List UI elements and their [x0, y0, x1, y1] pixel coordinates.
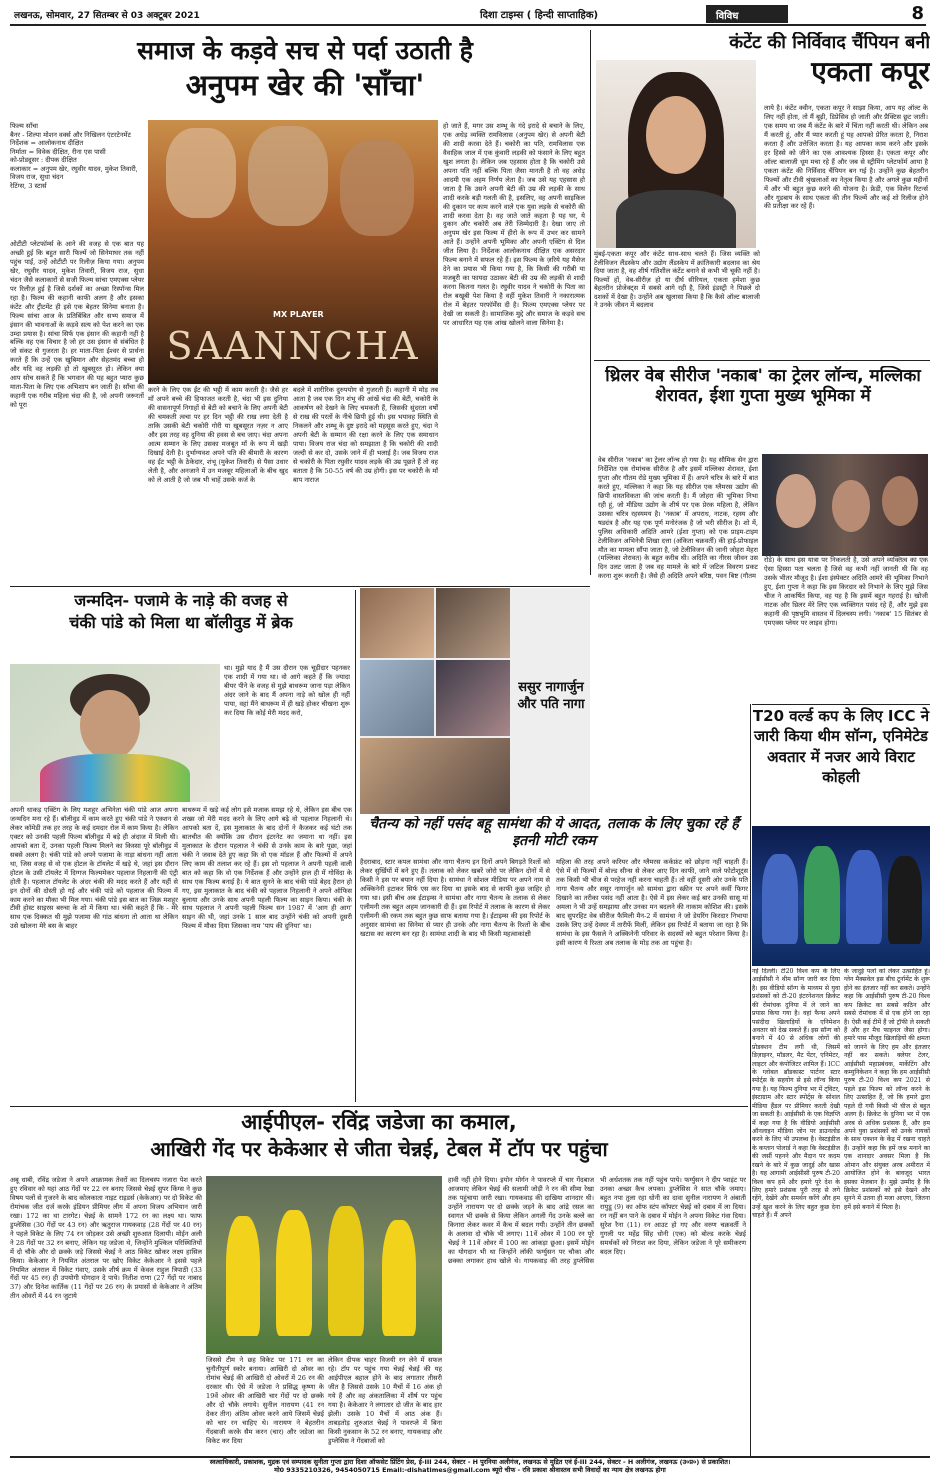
- ekta-face: [646, 96, 706, 174]
- poster-face-3: [340, 140, 414, 236]
- ekta-outfit: [616, 190, 736, 248]
- nakab-col1: वेब सीरीज 'नकाब' का ट्रेलर लॉन्च हो गया है। यह सौमिक सेन द्वारा निर्देशित एक रोमांचक सीरीज है और इसमें मल्लिका शेरावत, ईशा गुप्ता और गौतम रोडे मुख्य भूमिका में हैं। अपने चरित्र के बारे में बात करते हुए, मल्लिका ने कहा कि यह सीरीज एक ग्लैमरस उद्योग की छिपी वास्तविकता की जांच करती है। मैं जोहरा की भूमिका निभा रही हूं, जो मीडिया उद्योग के शीर्ष पर एक प्रेरक महिला है, लेकिन उसका चरित्र रहस्यमय है। 'नकाब' में अपराध, नाटक, रहस्य और षड्यंत्र है और यह एक पूर्ण मनोरंजक है जो भरी सीरीज है। शो में, पुलिस अधिकारी अदिति आमरे (ईशा गुप्ता) को एक प्राइम-टाइम टेलीविजन अभिनेत्री शिखा दत्ता (अंकिता चक्रवर्ती) की हाई-प्रोफाइल मौत का मामला सौंपा जाता है, जो टेलीविजन की जानी जोहरा मेहरा (मल्लिका शेरावत) के बहुत करीब थी। अदिति का नीरस जीवन उस दिन उलट जाता है जब वह मामले के बारे में जटिल विवरण प्रकट करना शुरू करती है। जैसे ही अदिति अपने बरिष्ठ, पवन बिष्ट (गौतम: [598, 456, 758, 581]
- t20-photo: [752, 826, 930, 966]
- footer-imprint: स्वत्वाधिकारी, प्रकाशक, मुद्रक एवं सम्पादक सुनीता गुप्ता द्वारा दिशा ऑफसेट प्रिंटिंग प्रेस, ई-III 244, सेक्टर - H पुरनिया अलीगंज, लखनऊ से मुद्रित एवं ई-III 244, सेक्टर - H अलीगंज, लखनऊ (उ०प्र०) से प्रकाशित।: [209, 1458, 731, 1466]
- ipl-player-1: [226, 1216, 260, 1336]
- chunky-face: [80, 690, 140, 760]
- divider-v-mid: [355, 590, 356, 1102]
- ekta-headline-line1: कंटेंट की निर्विवाद चैंपियन बनी: [729, 32, 930, 53]
- nakab-col2: रोडे) के साथ इस यात्रा पर निकलती है, उसे अपने व्यक्तित्व का एक ऐसा हिस्सा पता चलता है जिसे वह कभी नहीं जानती थी कि वह उसके भीतर मौजूद है। ईशा इंस्पेक्टर अदिति आमरे की भूमिका निभाने हुए, ईशा गुप्ता ने कहा कि इस किरदार को निभाने के लिए मुझे जिस चीज ने आकर्षित किया, वह यह है कि इसमें बहुत गहराई है। खोजी नाटक और थ्रिलर मेरे लिए एक व्यक्तिगत पसंद रहे हैं, और मुझे इस कहानी की पृष्ठभूमि वास्तव में दिलचस्प लगी। 'नकाब' 15 सितंबर से एमएक्स प्लेयर पर लाइव होगा।: [764, 556, 928, 627]
- saancha-headline: [10, 36, 600, 116]
- chunky-headline-line2: चंकी पांडे को मिला था बॉलीवुड में ब्रेक: [69, 612, 293, 632]
- chunky-photo: [10, 664, 220, 802]
- t20-col1: नई दिल्ली। टी20 विश्व कप के लिए आईसीसी ने थीम सॉन्ग जारी कर दिया है। इस वीडियो सॉन्ग के माध्यम से युवा प्रशंसकों को टी-20 इंटरनेशनल क्रिकेट की रोमांचक दुनिया में ले जाने का प्रयास किया गया है। वहां फैन्स अपने पसंदीदा खिलाड़ियों के एनिमेशन अवतार को देख सकते हैं। इस सॉन्ग को बनाने में 40 से अधिक लोगों की प्रोडक्शन टीम लगी थी, जिसमें डिज़ाइनर, मॉडलर, मैट पेंटर, एनिमेटर, लाइटर और कंपोजिटर शामिल हैं। ICC के ग्लोबल ब्रॉडकास्ट पार्टनर स्टार स्पोर्ट्स के सहयोग से इसे लॉन्च किया गया है। यह फिल्म दुनिया भर में ट्विटर, इंस्टाग्राम और स्टार स्पोर्ट्स के सोशल मीडिया हैंडल पर प्रीमियर करती देखी जा सकती है। आईसीसी के एक विज्ञप्ति में कहा गया है कि वीडियो आईसीसी ऑनलाइन मीडिया जोन पर डाउनलोड करने के लिए भी उपलब्ध है। वेस्टइंडीज के कप्तान पोलार्ड ने कहा कि वेस्टइंडीज की जर्सी पहनने और मैदान पर कदम रखने के बारे में कुछ जादुई और खास है। यह आगामी आईसीसी पुरुष टी-20 विश्व कप हमें और हमारे पूरे देश के लिए हमारे प्रशंसक पूरी तरह से लगे रहेंगे, देखेंगे और समर्थन करेंगे और हम उन्हें खुश करने के लिए बहुत कुछ देना चाहते हैं। मैं अपने: [752, 968, 840, 1220]
- ekta-photo: [596, 60, 756, 248]
- ekta-body: लाये है। कंटेंट क्वीन, एकता कपूर ने साझा किया, आप यह ऑल्ट के लिए नहीं होता, तो मैं बूढ़ी, डिप्रेसिव हो जाती और प्रैक्टिस छूट जाती। एक समय था जब मैं कंटेंट के बारे में चिंता नहीं करती थी। लेकिन अब मैं करती हूं, और मैं प्यार करती हूं यह आपको प्रेरित करता है, निराश करता है और उत्तेजित करता है। यह आपका काम करने और इसके हर हिस्से को जीने का एक आवश्यक हिस्सा है। एकता कपूर और ऑल्ट बालाजी धूम मचा रहे हैं और जब से स्ट्रीमिंग प्लेटफॉर्म आया है एकता कंटेंट की निर्विवाद चैंपियन बन गई है। उन्होंने कुछ बेहतरीन फिल्मों और टीवी श्रृंखलाओं का नेतृत्व किया है और अगले कुछ महीनों में और भी बहुत कुछ करने की योजना है। फ्रेडी, एक विलेन रिटर्न्स और गुडबाय के साथ एकता की तीन फिल्में और कई शो रिलीज होने की प्रतीक्षा कर रहे हैं।: [764, 104, 928, 211]
- collage-photo-4: [436, 660, 510, 736]
- nakab-face-1: [776, 474, 816, 528]
- ipl-player-3: [328, 1206, 364, 1336]
- collage-photo-5: [360, 738, 510, 814]
- t20-player-3: [846, 850, 882, 944]
- poster-title: SAANNCHA: [166, 324, 420, 368]
- saancha-col2: करने के लिए एक ईंट की भट्ठी में काम करती है। जैसे हर माँ अपने बच्चे की हिफाजत करती है, चंदा भी इस दुनिया की वासनापूर्ण निगाहों से बेटी को बचाने के लिए अपनी बेटी की चमकती त्वचा पर हर दिन भट्ठी की राख लगा देती है ताकि उसकी बेटी चकोरी गोरी या खूबसूरत नज़र न आए और इस तरह वह दुनिया की हवस से बच जाए। चंदा अपना आत्म सम्मान के लिए उसका मजबूत माँ के रूप में खड़ी दिखाई देती है। दुर्भाग्यवश अपने पति की बीमारी के कारण वह ईंट भट्ठी के ठेकेदार, शंभू (मुकेश तिवारी) से पैसा उधार लेती है, और अनजाने में उन मजबूर महिलाओं के बीच खुद को ले आती है जो जब भी चाहें उसके कर्ज के: [148, 386, 288, 484]
- chunky-headline: [10, 592, 352, 654]
- samantha-headline: चैतन्य को नहीं पसंद बहू सामंथा की ये आदत, तलाक के लिए चुका रहे हैं इतनी मोटी रकम: [369, 816, 739, 849]
- chunky-shirt: [40, 754, 190, 802]
- collage-photo-2: [436, 588, 510, 658]
- masthead: दिशा टाइम्स ( हिन्दी साप्ताहिक): [480, 10, 599, 21]
- saancha-poster: [148, 120, 438, 384]
- chunky-headline-line1: जन्मदिन- पजामे के नाड़े की वजह से: [74, 592, 288, 610]
- ipl-col3: लेकिन दीपक चाहर विजयी रन लेने में सफल रहे। टॉप पर पहुंच गया चेन्नई चेन्नई की यह आईपीएल बहाल होने के बाद लगातार तीसरी जीत है जिससे उसके 10 मैचों में 16 अंक हो गये हैं और वह अंकतालिका में शीर्ष पर पहुंच गया है। केकेआर ने लगातार दो जीत के बाद हार झेली। उसके 10 मैचों में आठ अंक हैं। ताबड़तोड़ शुरुआत चेन्नई ने पावरप्ले में बिना किसी नुकसान के 52 रन बनाए, गायकवाड़ और डुप्लेसिस ने गेंदबाजों को: [328, 1356, 442, 1445]
- samantha-col2: महिला की तरह अपने करियर और ग्लैमरस कर्कफ्रंट को छोड़ना नहीं चाहती हैं। ऐसे में वो फिल्मों में बोल्ड सीन्स से लेकर आए दिन काफी, जाने वाले फोटोशूट्स तक किसी भी चीज से परहेज नहीं करना चाहती हैं। तो वहीं दूसरी ओर उनके पति नागा चैतन्य और ससुर नागार्जुन को सामंथा द्वारा स्क्रीन पर अपने कर्वी फिगर दिखाने का तरीका पसंद नहीं आता है। ऐसे में इस लेकर कई बार उनकी सासू मां अमला ने भी उन्हें समझाया और उनका मन बदलने की नाकाम कोशिश की। इसके बाद सुपरहिट वेब सीरीज फैमिली मैन-2 में सामंथा ने जो डेयरिंग किरदार निभाया उसके लिए उन्हें देवघर में तारीफें मिलीं, लेकिन इस रिपोर्ट में बताया जा रहा है कि सामंथा के इस फैसले ने अक्किनेनी परिवार के सदस्यों को बहुत परेशान किया है। इसी कारण ये रिश्ता अब तलाक के मोड़ तक आ पहुंचा है।: [556, 858, 748, 947]
- divider-v-right: [750, 704, 751, 1456]
- dateline: लखनऊ, सोमवार, 27 सितम्बर से 03 अक्टूबर 2021: [14, 11, 200, 21]
- poster-face-1: [166, 128, 236, 218]
- divider-h-mid: [10, 586, 590, 587]
- page-number: 8: [911, 4, 924, 24]
- divider-h-t20: [752, 704, 930, 705]
- saancha-col3: बदले में शारीरिक दुरुपयोग से गुजरती हैं। कहानी में मोड़ तब आता है जब एक दिन शंभू की आंखें चंदा की बेटी, चकोरी के आकर्षण को देखने के लिए चमकती हैं, जिसकी सुंदरता वर्षों से राख की परतों के नीचे छिपी हुई थी। इस भयावह स्थिति से निकलने और शम्भू के दुष्ट इरादे को महसूस करते हुए, चंदा ने अपनी बेटी के सम्मान की रक्षा करने के लिए एक समाधान पाया। विजय राज चंदा को समझाता है कि चकोरी की शादी जल्दी से कर दो, उसके जाने में ही भलाई है। जब विजय राज से चकोरी के पिता रघुवीर यादव लड़के की उम्र पूछते हैं तो वह बताता है कि 50-55 वर्ष की उम्र होगी। इस पर चकोरी के माँ बाप नाराज: [293, 386, 438, 484]
- samantha-photo-title: ससुर नागार्जुन और पति नागा: [517, 680, 585, 712]
- ipl-headline-line2: आखिरी गेंद पर केकेआर से जीता चेन्नई, टेबल में टॉप पर पहुंचा: [150, 1136, 608, 1161]
- ekta-caption: मुंबई-एकता कपूर और कंटेंट साथ-साथ चलते हैं। जिस व्यक्ति को टेलीविजन लैंडस्केप और उद्योग लैंडस्केप में क्रांतिकारी बदलाव का श्रेय दिया जाता है, वह शीर्ष गतिशील कंटेंट बनाने से कभी भी चूकी नहीं है। फिल्मों हों, वेब-सीरीज़ हो या दीर्घ सीरियल, एकता हमेशा कुछ बेहतरीन प्रोजेक्ट्स में सबसे आगे रही है, जिसे इंडस्ट्री ने पिछले दो दशकों में देखा है। उन्होंने अब खुलासा किया है कि कैसे ऑल्ट बालाजी ने उनके जीवन में बदलाव: [594, 250, 760, 310]
- ipl-headline: [10, 1110, 748, 1172]
- footer-contact: मो0 9335210326, 9454050715 Email:-dishatimes@gmail.com ब्यूरो चीफ - रवि प्रकाश श्रीवास्तव सभी विवादों का न्याय क्षेत्र लखनऊ होगा: [274, 1466, 666, 1475]
- t20-headline: T20 वर्ल्ड कप के लिए ICC ने जारी किया थीम सॉन्ग, एनिमेटेड अवतार में नजर आये विराट कोहली: [752, 707, 930, 786]
- section-tab: विविध: [706, 5, 788, 23]
- nakab-face-3: [882, 476, 918, 526]
- samantha-col1: हैदराबाद, स्टार कपल सामंथा और नागा चैतन्य इन दिनों अपने बिगड़ते रिश्तों को लेकर सुर्खियों में बने हुए हैं। तलाक को लेकर खबरें जोरो पर लेकिन दोनों में से किसी ने इस पर बयान नहीं दिया है। सामंथा ने सोशल मीडिया पर अपने नाम से अक्किनेनी हटाकर सिर्फ एस कर दिया था इसके बाद से काफी कुछ जाहिर हो गया था। इसी बीच अब ईटाइम्स ने सामंथा और नागा चैतन्य के तलाक से लेकर एलीमनी तक बहुत अहम जानकारी दी हैं। इस रिपोर्ट में तलाक के कारण से लेकर एलीमनी की रकम तक बहुत कुछ साफ बताया गया है। ईटाइम्स की इस रिपोर्ट के अनुसार सामंथा का सिनेमा से प्यार ही उनके और नागा चैतन्य के रिश्तों के बीच खटास का कारण बन रहा है। सामंथा शादी के बाद भी किसी महत्वाकांक्षी: [360, 858, 550, 938]
- collage-photo-3: [360, 660, 434, 736]
- ipl-col4: हावी नहीं होने दिया। इयोन मोर्गन ने पावरप्ले में चार गेंदबाज आजमाए लेकिन चेन्नई की सलामी जोड़ी ने रन की सीमा रेखा तक पहुंचाया जारी रखा। गायकवाड़ की दाखिया शानदार थी। उन्होंने नारायण पर दो छक्के जड़ने के बाद आंद्रे रसल का स्वागत भी छक्के से किया लेकिन अगली गेंद उनके बल्ले का किनारा लेकर कवर में कैच में बदल गयी। उन्होंने तीन छक्कों के अलावा दो चौके भी लगाए। 11वें ओवर में 100 रन पूरे चेन्नई ने 11वें ओवर में 100 का आंकड़ा छूआ। इसमें मोईन का योगदान भी था जिन्होंने लॉकी फर्ग्युसन पर चौका और छक्का लगाकर हाथ खोले थे। गायकवाड़ की तरह डुप्लेसिस भी अर्धशतक तक नहीं पहुंच पाये। फर्ग्युसन ने दीप प्वाइंट पर उनका अच्छा कैच लपका। डुप्लेसिस ने सात चौके जमाए। बहुत नपा तुला रहा धोनी का दावा सुनील नारायण ने अंबाती रायुडू (9) का ऑफ स्टंप कॉफ्टर चेन्नई को दबाव में ला दिया। रन नहीं बन पाने के दबाव में मोईन ने अपना विकेट गंवा दिया। सुरेश रैना (11) रन आउट हो गए और वरुण चक्रवर्ती ने गुगली पर महेंद्र सिंह धोनी (एक) को बोल्ड करके चेन्नई समर्थकों को निराश कर दिया, लेकिन जडेजा ने पूरे समीकरण बदल दिए।: [448, 1176, 746, 1265]
- chunky-col2: बाथरूम में खड़े कई लोग इसे मजाक समझ रहे थे, लेकिन इस बीच एक शख्स जो मेरी मदद करने के लिए आगे बढ़े वो पहलाज निहलानी थे। आपको बता दें, इस मुलाकात के बाद दोनों ने कैजकर कई घंटो तक बातचीत की क्योंकि उस दौरान इंटरनेट का जमाना था नहीं। इस मुलाकात के दौरान पहलाज ने चंकी से उनके काम के बारे पूछा, जहां चंकी ने जवाब देते हुए कहा कि वो एक मॉडल हैं और फिल्मों में अपने लिए काम की तलाश कर रहे हैं। इस शो पहलाज ने अपनी पहली वाली बात को कहा कि वो एक निर्देशक हैं और उन्होंने हाल ही में गोविंदा के साथ एक फिल्म बनाई है। ये बात सुनने के बाद चंकी पांडे बेहद हैरान हो गए, इस मुलाकात के बाद चंकी को पहलाज निहलानी ने अपने ऑफिस बुलाया और उनके साथ अपनी पहली फिल्म का साइन किया। चंकी के साथ पहलाज ने अपनी पहली फिल्म सन 1987 में 'आग ही आग' साइन की थी, जहां उनके 1 साल बाद उन्होंने चंकी को अपनी दूसरी फिल्म में मौका दिया जिसका नाम 'पाप की दुनिया' था।: [182, 806, 352, 931]
- divider-h-ipl: [10, 1106, 748, 1107]
- saancha-headline-line1: समाज के कड़वे सच से पर्दा उठाती है: [137, 36, 473, 65]
- ekta-headline-line2: एकता कपूर: [811, 55, 930, 89]
- ipl-col2: जिससे टीम ने छह विकेट पर 171 रन का चुनौतीपूर्ण स्कोर बनाया। आखिरी दो ओवर का रोमांच चेन्नई की आखिरी दो ओवरों में 26 रन की दरकार थी। ऐसे में जडेजा ने प्रसिद्ध कृष्णा के 19वें ओवर की आखिरी चार गेंदों पर दो छक्के और दो चौके लगाये। सुनील नारायण (41 रन देकर तीन) अंतिम ओवर करने आये जिसमें चेन्नई को चार रन चाहिए थे। नारायण ने बेहतरीन गेंदबाजी करके सैम करन (चार) और जडेजा का विकेट कर दिया: [206, 1356, 324, 1445]
- footer: [10, 1458, 930, 1476]
- chunky-intro: था। मुझे याद है मैं उस दौरान एक चूड़ीदार पहनकर एक शादी में गया था। वो आगे कहते हैं कि ज्यादा बीयर पीने के वजह से मुझे बाथरूम जाना पड़ा लेकिन अंदर जाने के बाद मैं अपना नाड़े को खोल ही नहीं पाया, वहां मैंने बाथरूम में ही खड़े होकर चीखना शुरू कर दिया कि कोई मेरी मदद करो,: [224, 664, 350, 717]
- saancha-col4: हो जाते हैं, मगर उस शम्भू के गंदे इरादे से बचाने के लिए, एक अधेड़ व्यक्ति रामविलास (अनुपम खेर) से अपनी बेटी की शादी करवा देते हैं। चकोरी का पति, रामविलास एक वैवाहिक जाल में एक कुंवारी लड़की को फंसाने के लिए बहुत खुश लगता है। लेकिन जब एहसास होता है कि चकोरी उसे अपना पति नहीं बल्कि पिता जैसा मानती है तो वह अधेड़ आदमी एक अहम निर्णय लेता है। जब उसे यह एहसास हो जाता है कि उसने अपनी बेटी की उम्र की लड़की के साथ शादी करके बड़ी गलती की है, इसलिए, वह अपनी साइकिल की दुकान पर काम करने वाले एक युवा लड़के से चकोरी की शादी करवा देता है। वह जाते जाते कहता है यह घर, ये दुकान और चकोरी अब तेरी जिम्मेदारी है। देखा जाए तो अनुपम खेर इस फिल्म में हीरो के रूप में उभर कर सामने आते हैं। उन्होंने अपनी भूमिका और अपनी एक्टिंग से दिल जीत लिया है। निर्देशक आलोकनाथ दीक्षित एक असरदार फिल्म बनाने में सफल रहे हैं। इस फिल्म के ज़रिये यह मैसेज देने का प्रयास भी किया गया है, कि किसी की गरीबी या मजबूरी का फायदा उठाकर बेटी की उम्र की लड़की से शादी करना कितना गलत है। रघुवीर यादव ने चकोरी के पिता का रोल बखूबी पेश किया है वहीं मुकेश तिवारी ने नकारात्मक रोल में बेहतर परफॉर्मेंस दी है। फिल्म एमएक्स प्लेयर पर देखी जा सकती है। सामाजिक मुद्दे और समाज के कड़वे सच पर आधारित यह एक आंख खोलने वाला सिनेमा है।: [443, 122, 585, 327]
- divider-v-top: [590, 30, 591, 575]
- t20-player-1: [762, 854, 798, 944]
- ipl-player-2: [276, 1210, 312, 1336]
- page-header: [10, 4, 926, 26]
- ipl-headline-line1: आईपीएल- रविंद्र जडेजा का कमाल,: [241, 1110, 517, 1134]
- collage-photo-1: [360, 588, 434, 658]
- saancha-credits: फिल्म साँचा बैनर - शिल्पा मोशन वर्क्स और निखिलन एंटरटेनमेंट निर्देशक = आलोकनाथ दीक्षित निर्माता = विवेक दीक्षित, रीना एस पासी को-प्रोड्यूसर : दीपक दीक्षित कलाकार = अनुपम खेर, रघुवीर यादव, मुकेश तिवारी, विजय राज, सुधा चंदन रेटिंग्स, 3 स्टार्स: [10, 122, 138, 190]
- t20-player-2: [804, 846, 840, 944]
- t20-col2: के जादुई पलों को लेकर उत्साहित हूं। ग्लेन मैक्सवेल इस बीच टूर्नामेंट के शुरू होने का इंतजार नहीं कर सकते। उन्होंने कहा कि आईसीसी पुरुष टी-20 विश्व कप क्रिकेट का सबसे कठिन और सबसे रोमांचक में से एक होने जा रहा है। ऐसी कई टीमें हैं जो ट्रॉफी ले सकती हैं और हर मैच फाइनल जैसा होगा। हमारे पास मौजूद खिलाड़ियों की क्षमता को जानने के लिए हम और इंतजार नहीं कर सकते। क्लेयर टेलर, आईसीसी महाप्रबंधक, मार्केटिंग और कम्युनिकेशन ने कहा कि हम आईसीसी पुरुष टी-20 विश्व कप 2021 से पहले इस फिल्म को लॉन्च करने के लिए उत्साहित हैं, जो कि हमारे द्वारा पहले दी गयी किसी भी चीज से बहुत अलग है। क्रिकेट के दुनिया भर में एक अरब से अधिक प्रशंसक हैं, और हम अपने युवा प्रशंसकों को उनके नायकों के साथ एक्शन के केंद्र में रखना चाहते हैं। उन्होंने कहा कि हमें जश्न मनाने का एक शानदार अवसर मिला है कि ओमान और संयुक्त अरब अमीरात में आयोजित होने के बावजूद भारत इसका मेजबान है। मुझे उम्मीद है कि क्रिकेट प्रशंसकों को इसे देखने और सुनने में उतना ही मजा आएगा, जितना हमें इसे बनाने में मिला है।: [844, 968, 930, 1211]
- divider-h-ekta: [594, 360, 930, 361]
- saancha-headline-line2: अनुपम खेर की 'साँचा': [185, 67, 425, 102]
- nakab-photo: [762, 454, 928, 556]
- saancha-col1: ओटीटी प्लेटफॉर्म्स के आने की वजह से एक बात यह अच्छी हुई कि बहुत सारी फिल्में जो सिनेमाघर तक नहीं पहुंच पाईं, उन्हें ओटीटी पर रिलीज़ किया गया। अनुपम खेर, रघुवीर यादव, मुकेश तिवारी, विजय राज, सुधा चंदन जैसे कलाकारों से सजी फिल्म सांचा एमएक्स प्लेयर पर रिलीज़ हुई है जिसे दर्शकों का अच्छा रिस्पॉन्स मिल रहा है। फिल्म की कहानी काफी अलग है और इसका कंटेंट और ट्रीटमेंट ही इसे एक बेहतर सिनेमा बनाता है। फिल्म सांचा आज के प्रतिबिंबित और सभ्य समाज में इंसान की भावनाओं के कड़वे सत्य को पेश करने का एक उम्दा प्रयास है। सांचा सिर्फ एक इंसान की कहानी नहीं है बल्कि वह एक विचार है जो हर उस इंसान से संबंधित है जो संकट से गुजरता है। हर माता-पिता ईश्वर से प्रार्थना करते हैं कि उन्हें एक खुबिमान और सेहतमंद बच्चा हो और यदि वह लड़की हो तो खुबसूरत हो। लेकिन क्या आप सोच सकते हैं कि भगवान की यह बहुत प्यारा कुछ माता-पिता के लिए एक अभिशाप बन जाती है। साँचा की कहानी एक गरीब महिला चंदा की है, जो अपनी जरूरतों को पूरा: [10, 240, 144, 410]
- nakab-face-2: [832, 480, 870, 532]
- ipl-player-4: [382, 1220, 416, 1336]
- t20-player-4: [888, 856, 922, 944]
- poster-face-2: [248, 126, 328, 226]
- ipl-col1: अबू धाबी, रविंद्र जडेजा ने अपने आक्रामक तेवरों का दिलचस्प नजारा पेश करते हुए रविवार को यहां आठ गेंदों पर 22 रन बनाए जिससे चेन्नई सुपर किंग्स ने कुछ विषम पलों से गुजरने के बाद कोलकाता नाइट राइडर्स (केकेआर) पर दो विकेट की रोमांचक जीत दर्ज करके इंडियन प्रीमियर लीग में अपना विजय अभियान जारी रखा। 172 का था टारगेट। चेन्नई के सामने 172 रन का लक्ष्य था। फाफ डुप्लेसिस (30 गेंदों पर 43 रन) और ऋतुराज गायकवाड़ (28 गेंदों पर 40 रन) ने पहले विकेट के लिए 74 रन जोड़कर उसे अच्छी शुरुआत दिलायी। मोईन अली ने 28 गेंदों पर 32 रन बनाए, लेकिन यह जडेजा थे, जिन्होंने मुश्किल परिस्थितियों में दो चौके और दो छक्के जड़े जिससे चेन्नई ने आठ विकेट खोकर लक्ष्य हासिल किया। केकेआर ने नियमित अंतराल पर खोए विकेट केकेआर ने इससे पहले नियमित अंतराल में विकेट गंवाए, उसके शीर्ष क्रम में केवल राहुल त्रिपाठी (33 गेंदों पर 45 रन) ही उपयोगी योगदान दे पाये। नितीश राणा (27 गेंदों पर नाबाद 37) और दिनेश कार्तिक (11 गेंदों पर 26 रन) के प्रयासों से केकेआर ने अंतिम तीन ओवरों में 44 रन जुटाये: [10, 1176, 202, 1301]
- chunky-col1: अपनी धाकड़ एक्टिंग के लिए मशहूर अभिनेता चंकी पांडे आज अपना जन्मदिन मना रहे हैं। बॉलीवुड में काम करते हुए चंकी पांडे ने एक्शन से लेकर कॉमेडी तक हर तरह के कई दमदार रोल में काम किया है। लेकिन एक्टर को उनकी पहली फिल्म बॉलीवुड में बड़े ही अंदाज में मिली थी। आपको बता दें, उनका पहली फिल्म मिलने का किस्सा पूरे बॉलीवुड में सबसे अलग है। चंकी पांडे को अपने पजामा के नाड़ा बांधना नहीं आता था, जिस वजह से वो एक होटल के टॉयलेट में खड़े थे, जहां इस दौरान होटल के उसी टॉयलेट में दिग्गज फिल्ममेकर पहलाज निहलानी की एंट्री होती है। पहलाज टॉयलेट के अंदर चंकी की मदद करते हैं और यहीं से इन दोनों की दोस्ती हो गई और चंकी पांडे को पहलाज की फिल्म में काम करने का मौका भी मिल गया। चंकी पांडे इस बात का जिक्र मशहूर टीवी होस्ट साइरस बरुचा के शो में किया था। चंकी कहते हैं कि - मेरे साथ एक दिक्कत थी मुझे पजामा की गांठ बांधना तो आता था लेकिन उसे खोलना मेरे बस के बाहर: [10, 806, 178, 931]
- ipl-photo: [206, 1176, 442, 1354]
- samantha-collage: [360, 588, 590, 814]
- poster-platform: MX PLAYER: [273, 310, 324, 319]
- nakab-headline: थ्रिलर वेब सीरीज 'नकाब' का ट्रेलर लॉन्च, मल्लिका शेरावत, ईशा गुप्ता मुख्य भूमिका में: [605, 366, 921, 407]
